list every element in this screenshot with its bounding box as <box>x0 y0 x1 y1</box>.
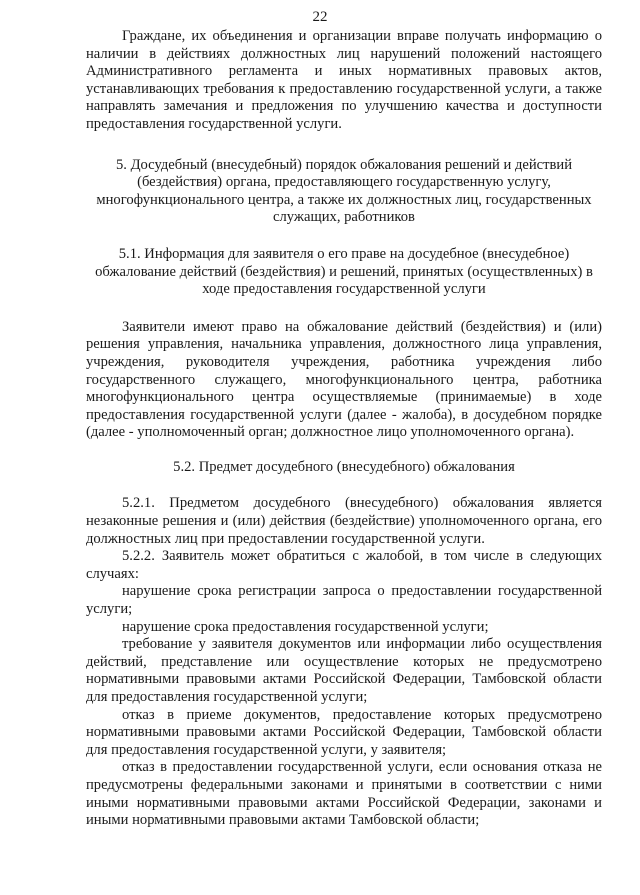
intro-paragraph: Граждане, их объединения и организации вправе получать информацию о наличии в действиях должностных лиц нарушений положений настоящего Административного регламента и иных нормативных правовых актов, устанавливающих требования к предоставлению государственной услуги, а также направлять замечания и предложения по улучшению качества и доступности предоставления государственной услуги. <box>86 28 602 132</box>
page-content <box>86 28 602 830</box>
subsection-5-2-heading: 5.2. Предмет досудебного (внесудебного) обжалования <box>173 458 515 475</box>
complaint-case-item: нарушение срока регистрации запроса о предоставлении государственной услуги; <box>86 583 602 618</box>
complaint-case-item: требование у заявителя документов или информации либо осуществления действий, представление или осуществление которых не предусмотрено нормативными правовыми актами Российской Федерации, Тамбовской области для предоставления государственной услуги; <box>86 636 602 705</box>
complaint-case-item: отказ в приеме документов, предоставление которых предусмотрено нормативными правовыми актами Российской Федерации, Тамбовской области для предоставления государственной услуги, у заявителя; <box>86 706 602 758</box>
section-5-heading: 5. Досудебный (внесудебный) порядок обжалования решений и действий (бездействия) органа, предоставляющего государственную услугу, многофункционального центра, а также их должностных лиц, государственных служащих, работников <box>96 156 592 226</box>
complaint-case-item: нарушение срока предоставления государственной услуги; <box>122 618 489 635</box>
subsection-5-1-heading: 5.1. Информация для заявителя о его праве на досудебное (внесудебное) обжалование действий (бездействия) и решений, принятых (осуществленных) в ходе предоставления государственной услуги <box>95 245 593 298</box>
clause-5-2-2: 5.2.2. Заявитель может обратиться с жалобой, в том числе в следующих случаях: <box>86 548 602 582</box>
complaint-case-item: отказ в предоставлении государственной услуги, если основания отказа не предусмотрены федеральными законами и принятыми в соответствии с ними иными нормативными правовыми актами Российской Федерации, законами и иными нормативными правовыми актами Тамбовской области; <box>86 759 602 829</box>
page-number: 22 <box>312 9 328 25</box>
clause-5-2-1: 5.2.1. Предметом досудебного (внесудебного) обжалования является незаконные решения и (или) действия (бездействие) уполномоченного органа, его должностных лиц при предоставлении государственной услуги. <box>86 495 602 547</box>
subsection-5-1-body: Заявители имеют право на обжалование действий (бездействия) и (или) решения управления, начальника управления, должностного лица управления, учреждения, руководителя учреждения, работника учреждения либо государственного служащего, многофункционального центра, работника многофункционального центра осуществляемые (принимаемые) в ходе предоставления государственной услуги (далее - жалоба), в досудебном порядке (далее - уполномоченный орган; должностное лицо уполномоченного органа). <box>86 318 602 441</box>
